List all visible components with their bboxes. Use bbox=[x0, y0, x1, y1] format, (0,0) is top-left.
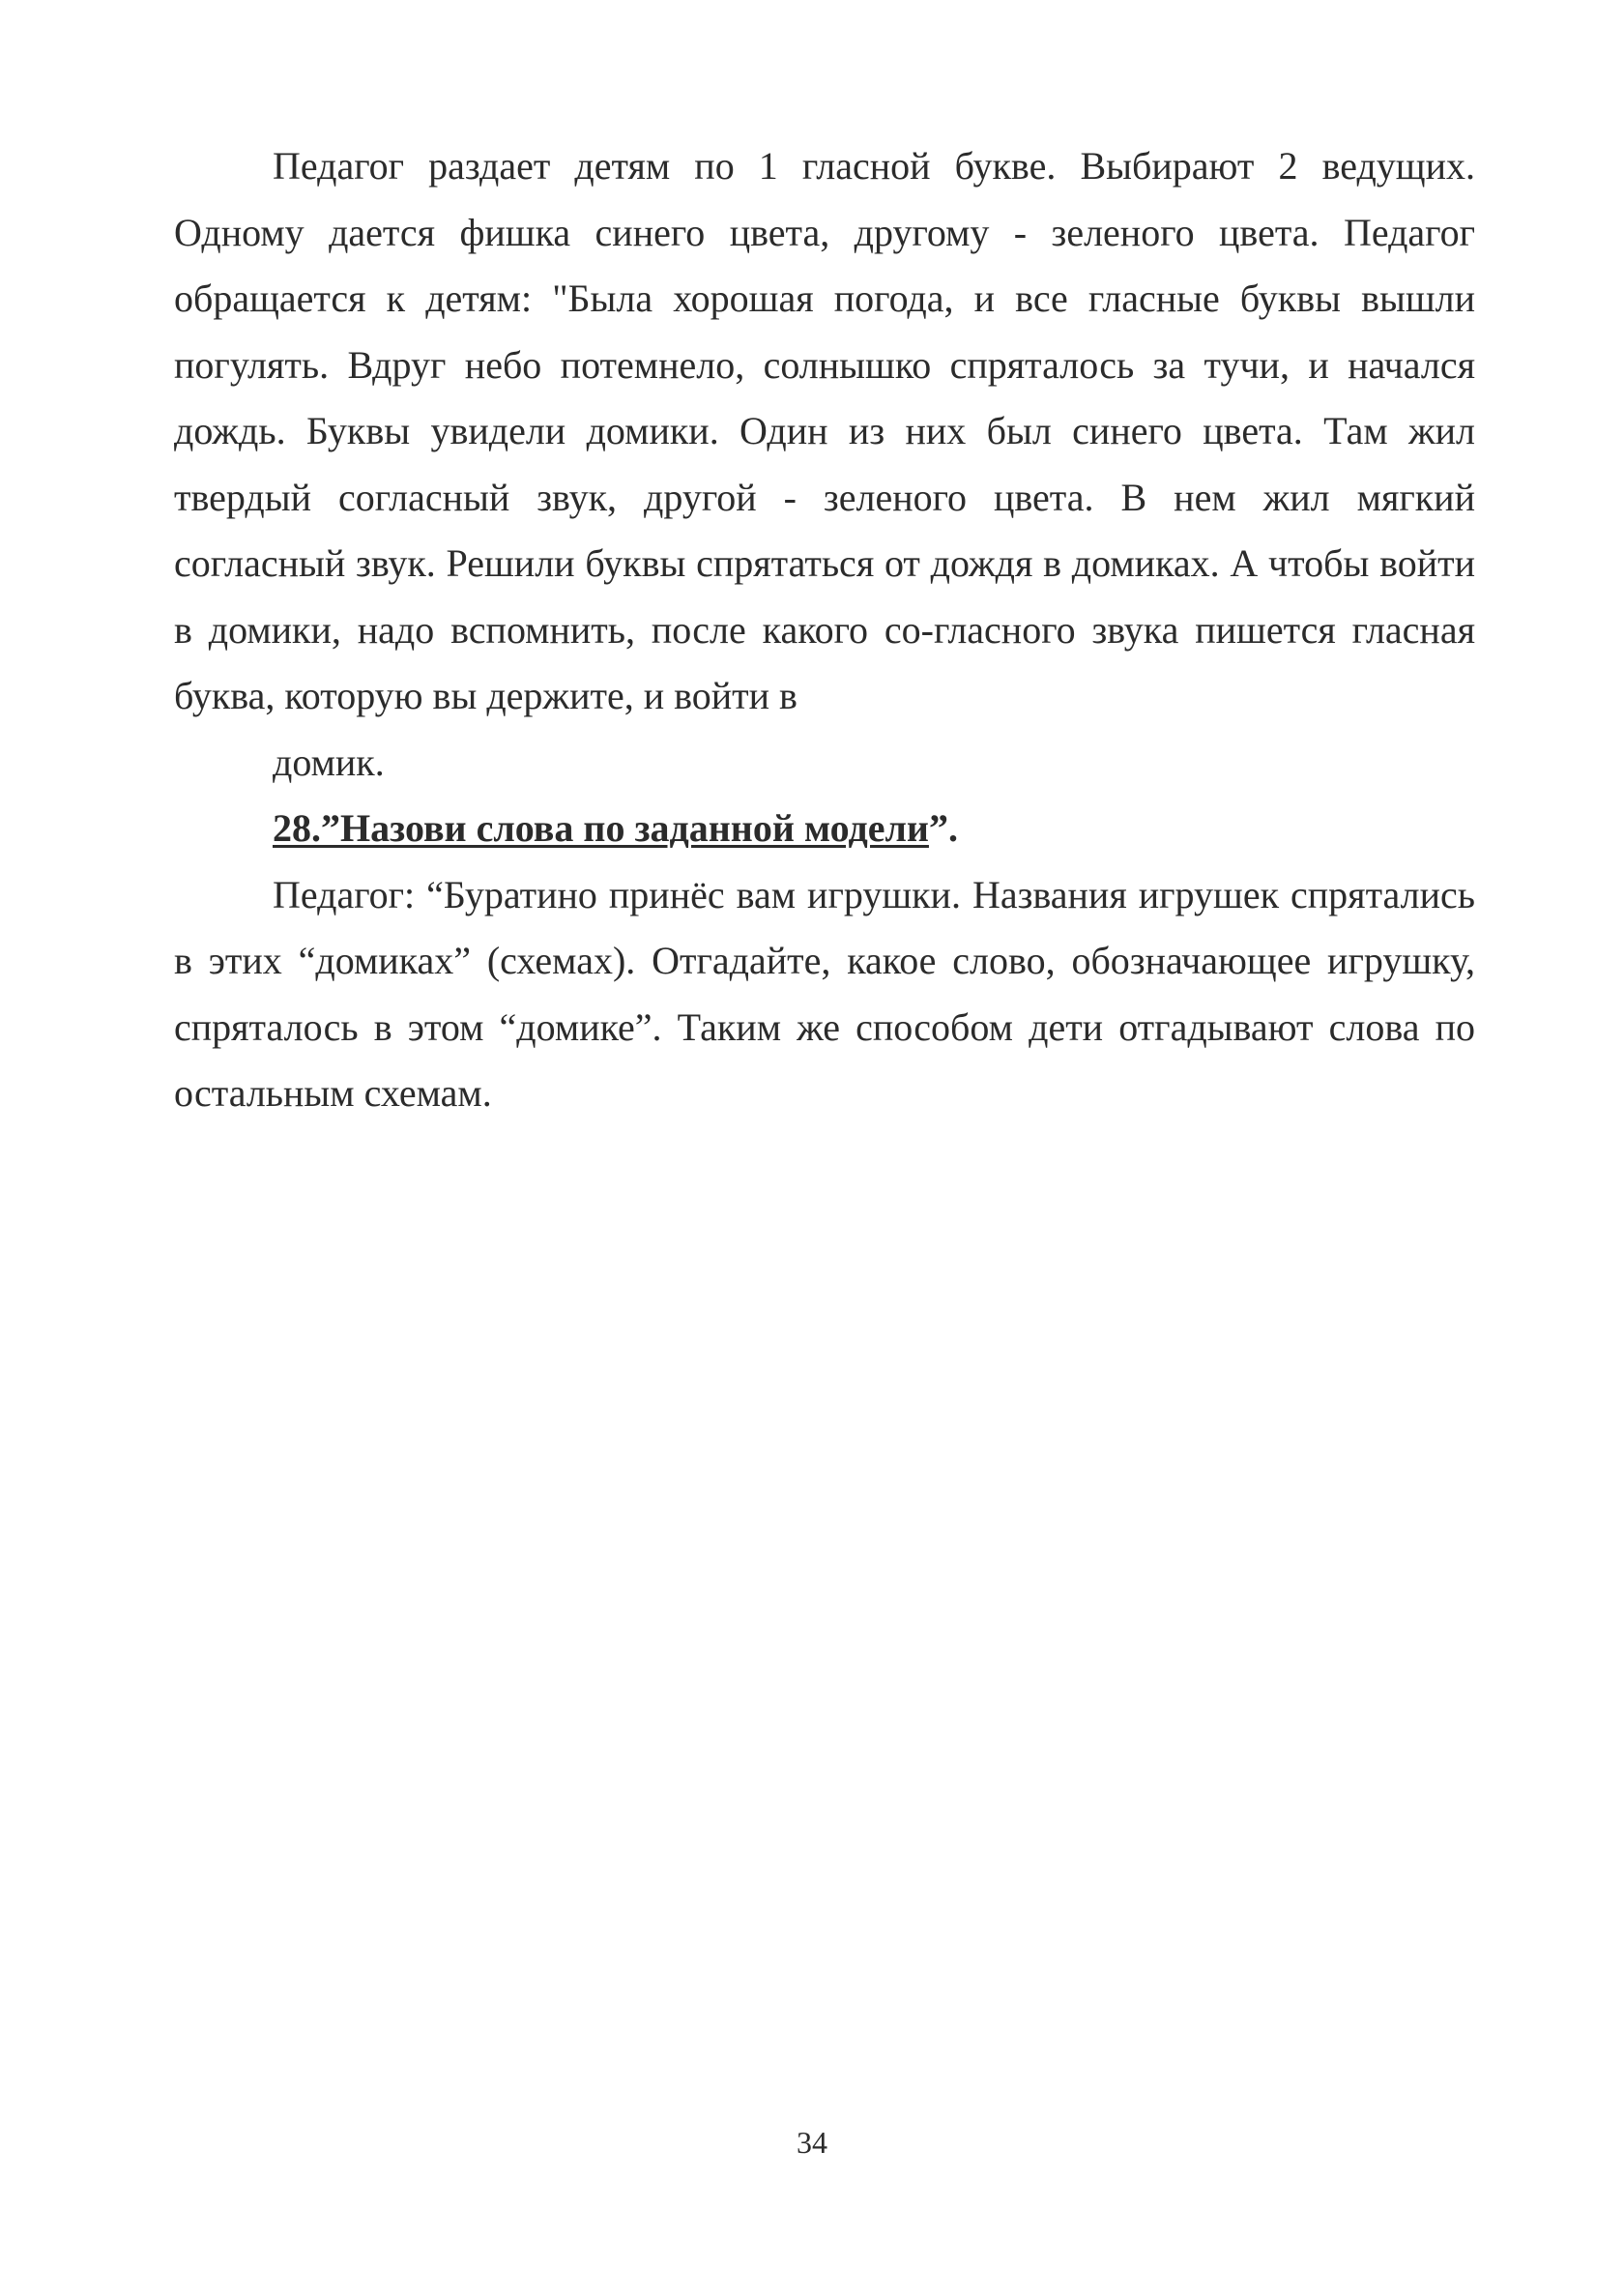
section-heading bbox=[174, 796, 1475, 862]
section-heading-title: 28.”Назови слова по заданной модели bbox=[273, 806, 929, 850]
page-body bbox=[174, 133, 1475, 1127]
paragraph-teacher-speech: Педагог: “Буратино принёс вам игрушки. Названия игрушек спрятались в этих “домиках” (схемах). Отгадайте, какое слово, обозначающее игрушку, спряталось в этом “домике”. Таким же способом дети отгадывают слова по остальным схемам. bbox=[174, 872, 1475, 1115]
page-number: 34 bbox=[797, 2125, 827, 2160]
paragraph-continuation: домик. bbox=[273, 740, 385, 784]
section-heading-closing-quote: ”. bbox=[928, 806, 958, 850]
paragraph-game-instructions: Педагог раздает детям по 1 гласной букве. Выбирают 2 ведущих. Одному дается фишка синего цвета, другому - зеленого цвета. Педагог обращается к детям: "Была хорошая погода, и все гласные буквы вышли погулять. Вдруг небо потемнело, солнышко спряталось за тучи, и начался дождь. Буквы увидели домики. Один из них был синего цвета. Там жил твердый согласный звук, другой - зеленого цвета. В нем жил мягкий согласный звук. Решили буквы спрятаться от дождя в домиках. А чтобы войти в домики, надо вспомнить, после какого со-гласного звука пишется гласная буква, которую вы держите, и войти в bbox=[174, 144, 1475, 717]
